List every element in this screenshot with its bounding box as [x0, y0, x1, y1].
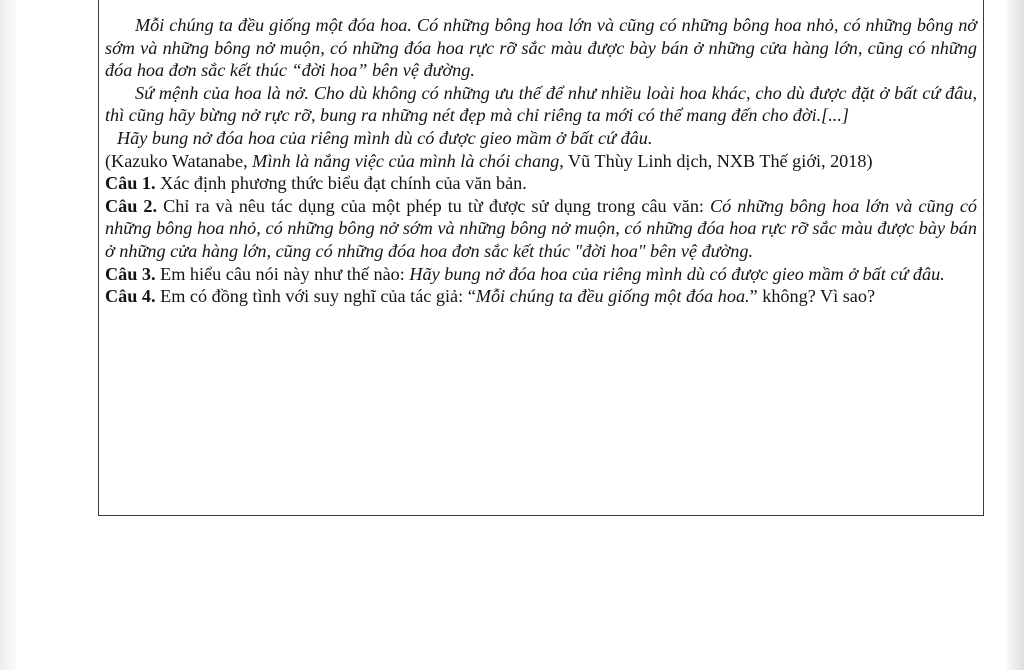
question-2-label: Câu 2. [105, 195, 158, 216]
reading-passage-box [98, 0, 984, 516]
question-3 [105, 263, 977, 286]
question-4-quote: Mỗi chúng ta đều giống một đóa hoa. [475, 286, 750, 307]
question-2-text: Chỉ ra và nêu tác dụng của một phép tu từ được sử dụng trong câu văn: [157, 195, 710, 216]
question-1 [105, 172, 977, 195]
question-4 [105, 285, 977, 308]
source-citation [105, 150, 977, 173]
question-1-text: Xác định phương thức biểu đạt chính của văn bản. [155, 173, 527, 194]
screen-left-margin [0, 0, 16, 670]
question-4-tail: ” không? Vì sao? [749, 286, 876, 307]
citation-author: (Kazuko Watanabe, [105, 150, 253, 171]
citation-book-title: Mình là nắng việc của mình là chói chang [252, 150, 560, 171]
question-1-label: Câu 1. [105, 173, 156, 194]
passage-paragraph-2: Sứ mệnh của hoa là nở. Cho dù không có những ưu thế để như nhiều loài hoa khác, cho dù được đặt ở bất cứ đâu, thì cũng hãy bừng nở rực rỡ, bung ra những nét đẹp mà chỉ riêng ta mới có thể mang đến cho đời.[...] [105, 82, 977, 126]
question-3-text: Em hiểu câu nói này như thế nào: [155, 263, 410, 284]
passage-paragraph-1: Mỗi chúng ta đều giống một đóa hoa. Có những bông hoa lớn và cũng có những bông hoa nhỏ, có những bông nở sớm và những bông nở muộn, có những đóa hoa rực rỡ sắc màu được bày bán ở những cửa hàng lớn, cũng có những đóa hoa đơn sắc kết thúc “đời hoa” bên vệ đường. [105, 15, 977, 81]
question-3-quote: Hãy bung nở đóa hoa của riêng mình dù có được gieo mầm ở bất cứ đâu. [409, 263, 945, 284]
passage-paragraph-3: Hãy bung nở đóa hoa của riêng mình dù có được gieo mầm ở bất cứ đâu. [117, 127, 653, 148]
question-2 [105, 195, 977, 263]
screen-right-margin [1006, 0, 1024, 670]
document-page [16, 0, 1006, 670]
question-4-text: Em có đồng tình với suy nghĩ của tác giả: “ [155, 286, 476, 307]
question-4-label: Câu 4. [105, 286, 156, 307]
citation-publisher: , Vũ Thùy Linh dịch, NXB Thế giới, 2018) [559, 150, 873, 171]
question-2-quote: Có những bông hoa lớn và cũng có những bông hoa nhỏ, có những bông nở sớm và những bông nở muộn, có những đóa hoa rực rỡ sắc màu được bày bán ở những cửa hàng lớn, cũng có những đóa hoa đơn sắc kết thúc "đời hoa" bên vệ đường. [105, 195, 977, 261]
question-3-label: Câu 3. [105, 263, 156, 284]
